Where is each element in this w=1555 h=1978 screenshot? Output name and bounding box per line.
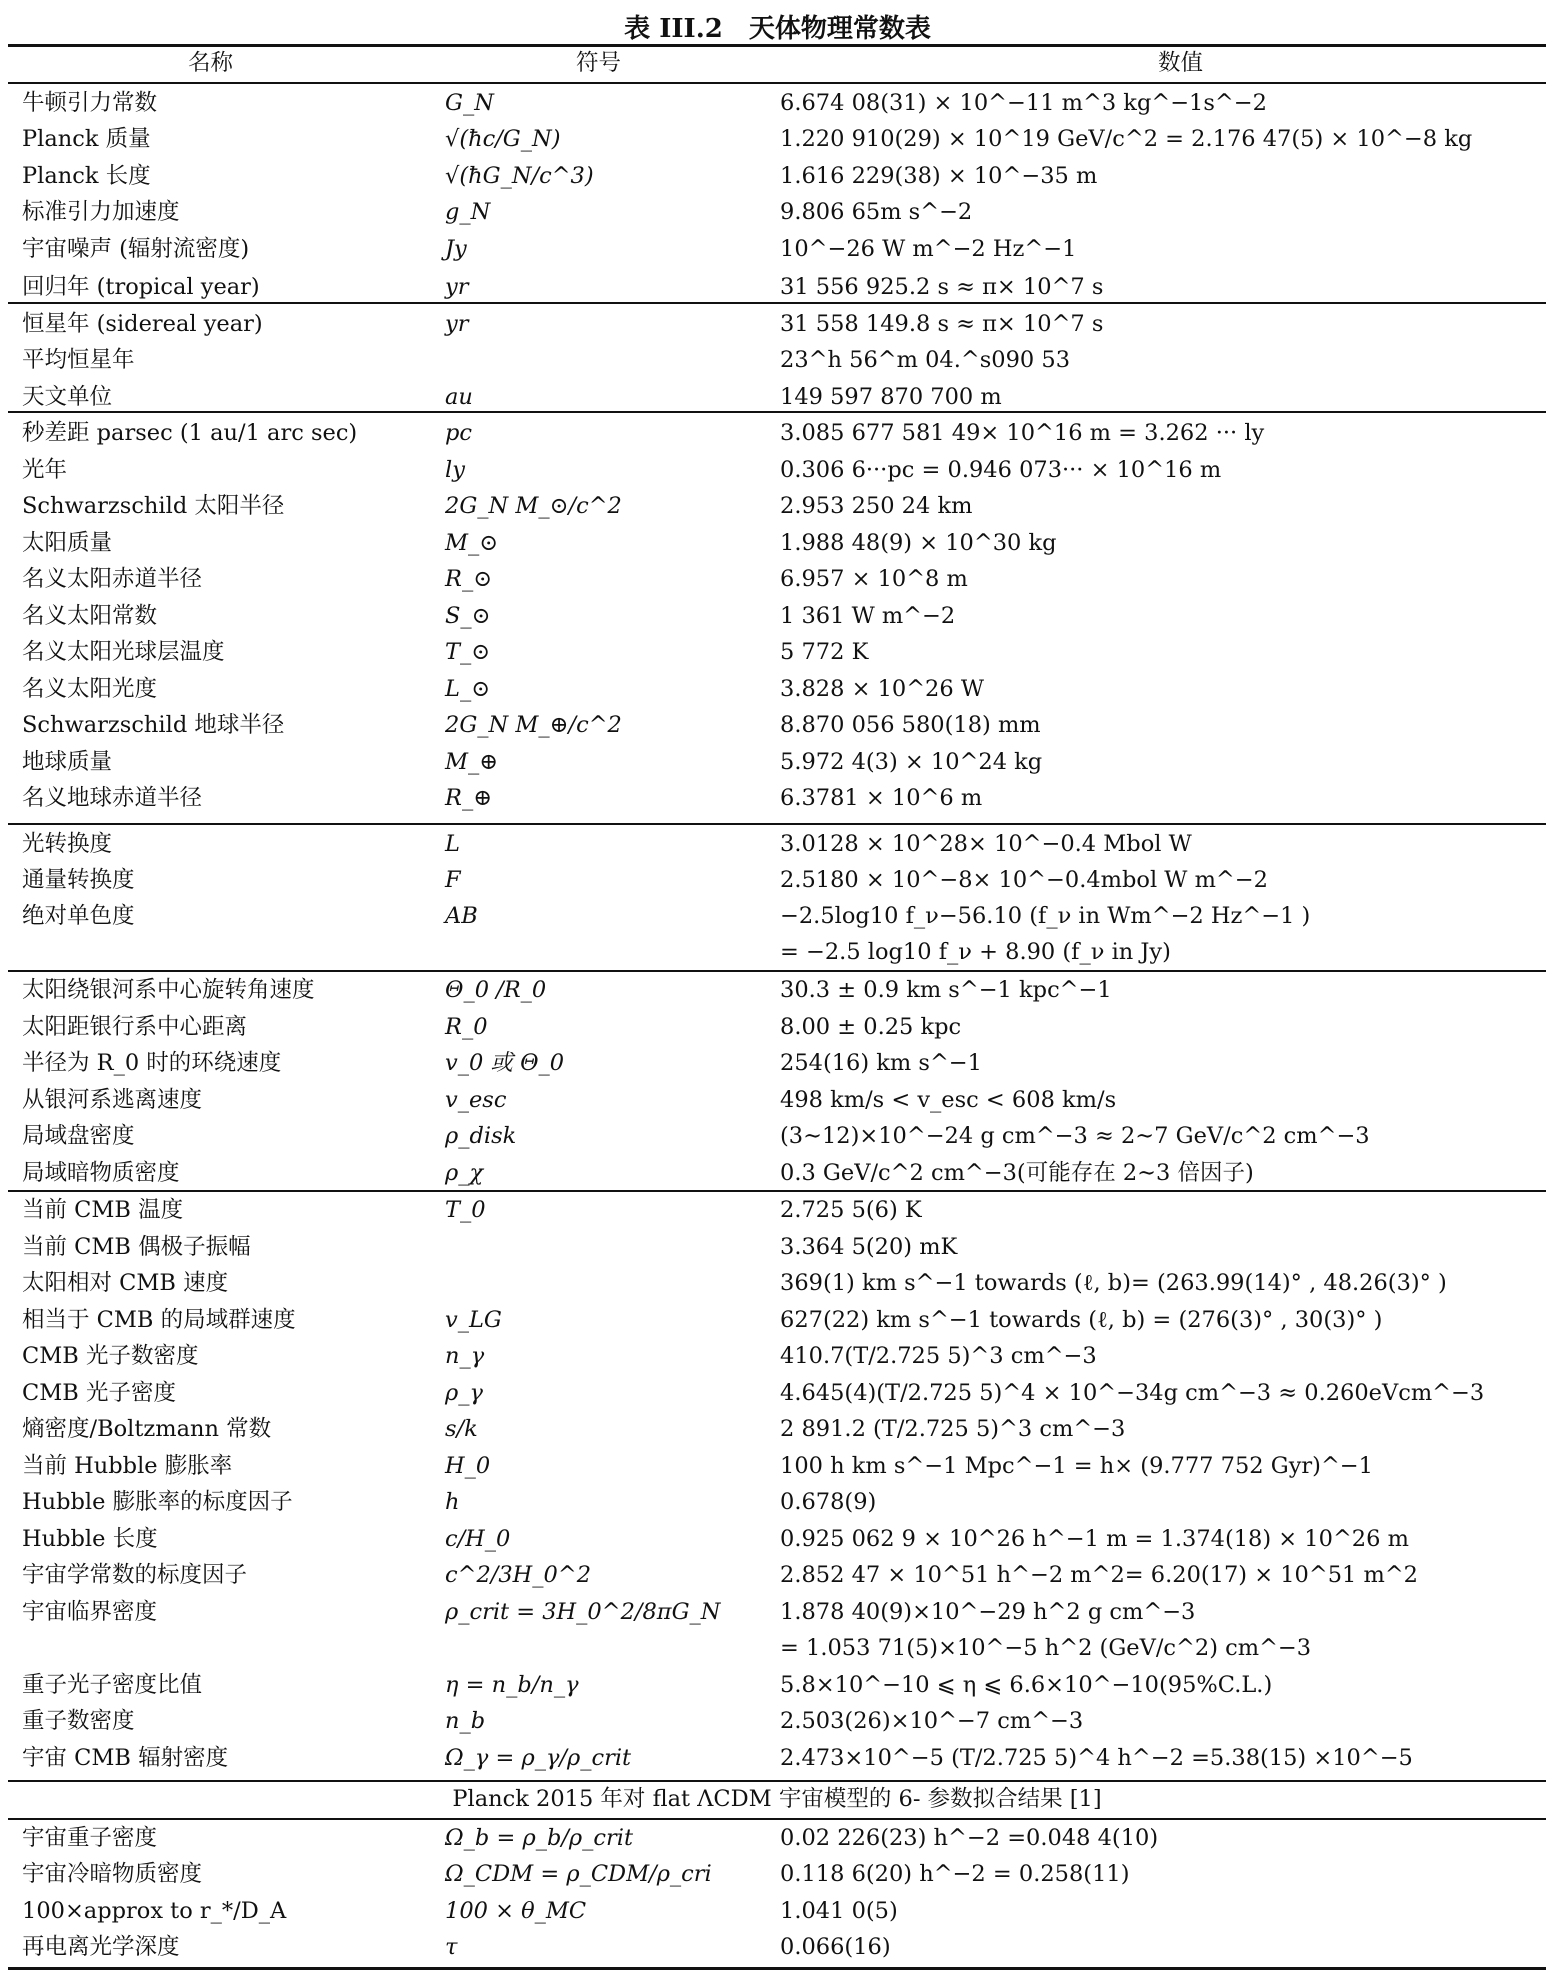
constant-symbol: H_0 xyxy=(445,1453,491,1479)
table-row xyxy=(8,862,1546,899)
section-rule xyxy=(8,411,1546,413)
constant-value: 100 h km s^−1 Mpc^−1 = h× (9.777 752 Gyr)^−1 xyxy=(780,1453,1373,1479)
table-row xyxy=(8,1411,1546,1448)
constant-name: 秒差距 parsec (1 au/1 arc sec) xyxy=(22,420,358,446)
constant-symbol: ρ_crit = 3H_0^2/8πG_N xyxy=(445,1599,721,1625)
constant-value: 8.870 056 580(18) mm xyxy=(780,712,1041,738)
table-row xyxy=(8,306,1546,343)
constant-name: 100×approx to r_*/D_A xyxy=(22,1898,287,1924)
constant-name: 从银河系逃离速度 xyxy=(22,1087,203,1113)
table-row xyxy=(8,1302,1546,1339)
table-row xyxy=(8,826,1546,863)
constant-name: 当前 Hubble 膨胀率 xyxy=(22,1453,233,1479)
constant-value: 10^−26 W m^−2 Hz^−1 xyxy=(780,236,1077,262)
constant-symbol: n_b xyxy=(445,1708,486,1734)
table-row xyxy=(8,744,1546,781)
constant-value: 1.616 229(38) × 10^−35 m xyxy=(780,163,1098,189)
table-row xyxy=(8,1009,1546,1046)
constant-symbol: 2G_N M_⊕/c^2 xyxy=(445,712,622,738)
constant-value: 3.828 × 10^26 W xyxy=(780,676,984,702)
table-row xyxy=(8,561,1546,598)
constant-symbol: v_esc xyxy=(445,1087,507,1113)
constant-symbol: yr xyxy=(445,274,469,300)
table-row xyxy=(8,1557,1546,1594)
constant-value: −2.5log10 f_ν−56.10 (f_ν in Wm^−2 Hz^−1 ) xyxy=(780,903,1311,929)
constant-symbol: h xyxy=(445,1489,460,1515)
table-row xyxy=(8,598,1546,635)
constant-name: 重子光子密度比值 xyxy=(22,1672,203,1698)
constant-value: 1.220 910(29) × 10^19 GeV/c^2 = 2.176 47(5) × 10^−8 kg xyxy=(780,126,1473,152)
table-row xyxy=(8,1448,1546,1485)
constant-value: 3.085 677 581 49× 10^16 m = 3.262 ··· ly xyxy=(780,420,1265,446)
constant-symbol: Jy xyxy=(445,236,467,262)
constant-value: 0.118 6(20) h^−2 = 0.258(11) xyxy=(780,1861,1130,1887)
constant-name: 名义太阳常数 xyxy=(22,603,158,629)
table-row xyxy=(8,1338,1546,1375)
table-title: 表 III.2 天体物理常数表 xyxy=(624,14,931,44)
constant-symbol: R_⊕ xyxy=(445,785,493,811)
constant-name: Schwarzschild 太阳半径 xyxy=(22,493,285,519)
constant-symbol: T_⊙ xyxy=(445,639,491,665)
constant-name: 太阳绕银河系中心旋转角速度 xyxy=(22,977,315,1003)
constant-name: Hubble 长度 xyxy=(22,1526,158,1552)
constant-symbol: Ω_γ = ρ_γ/ρ_crit xyxy=(445,1745,632,1771)
constant-value: 5.972 4(3) × 10^24 kg xyxy=(780,749,1043,775)
constant-name: Schwarzschild 地球半径 xyxy=(22,712,285,738)
constant-value: 0.3 GeV/c^2 cm^−3(可能存在 2∼3 倍因子) xyxy=(780,1160,1254,1186)
constant-symbol: n_γ xyxy=(445,1343,485,1369)
constant-value: 0.925 062 9 × 10^26 h^−1 m = 1.374(18) × 10^26 m xyxy=(780,1526,1409,1552)
constant-value: 6.674 08(31) × 10^−11 m^3 kg^−1s^−2 xyxy=(780,90,1267,116)
table-row xyxy=(8,1484,1546,1521)
constant-value: 6.3781 × 10^6 m xyxy=(780,785,983,811)
header-symbol: 符号 xyxy=(576,50,622,76)
table-row xyxy=(8,1820,1546,1857)
constant-name: CMB 光子数密度 xyxy=(22,1343,199,1369)
constant-value: 4.645(4)(T/2.725 5)^4 × 10^−34g cm^−3 ≈ 0.260eVcm^−3 xyxy=(780,1380,1485,1406)
constant-symbol: yr xyxy=(445,311,469,337)
table-row xyxy=(8,634,1546,671)
table-row xyxy=(8,1155,1546,1192)
constant-name: 天文单位 xyxy=(22,384,113,410)
constant-value: 31 556 925.2 s ≈ π× 10^7 s xyxy=(780,274,1104,300)
table-row xyxy=(8,1703,1546,1740)
constant-symbol: v_LG xyxy=(445,1307,502,1333)
constant-name: 当前 CMB 温度 xyxy=(22,1197,184,1223)
table-row xyxy=(8,1893,1546,1930)
constant-symbol: Ω_b = ρ_b/ρ_crit xyxy=(445,1825,633,1851)
table-row xyxy=(8,1082,1546,1119)
constant-name: 回归年 (tropical year) xyxy=(22,274,260,300)
constant-name: 牛顿引力常数 xyxy=(22,90,158,116)
constant-symbol: √(ħc/G_N) xyxy=(445,126,561,152)
constant-symbol: 100 × θ_MC xyxy=(445,1898,587,1924)
constant-name: 相当于 CMB 的局域群速度 xyxy=(22,1307,296,1333)
constant-name: 标准引力加速度 xyxy=(22,199,180,225)
constant-value: 369(1) km s^−1 towards (ℓ, b)= (263.99(14)° , 48.26(3)° ) xyxy=(780,1270,1447,1296)
constant-symbol: R_⊙ xyxy=(445,566,493,592)
constant-symbol: M_⊙ xyxy=(445,530,499,556)
constant-symbol: τ xyxy=(445,1934,458,1960)
table-row xyxy=(8,488,1546,525)
constant-symbol: T_0 xyxy=(445,1197,486,1223)
constant-symbol: s/k xyxy=(445,1416,478,1442)
table-row xyxy=(8,85,1546,122)
table-row xyxy=(8,1375,1546,1412)
constant-value: 0.066(16) xyxy=(780,1934,891,1960)
constant-name: 平均恒星年 xyxy=(22,347,135,373)
constant-value: 2.725 5(6) K xyxy=(780,1197,922,1223)
constant-symbol: ly xyxy=(445,457,465,483)
table-row xyxy=(8,1929,1546,1966)
table-row xyxy=(8,1630,1546,1667)
constant-name: 名义太阳光球层温度 xyxy=(22,639,225,665)
table-row xyxy=(8,525,1546,562)
constant-name: 太阳距银行系中心距离 xyxy=(22,1014,248,1040)
constant-name: 名义地球赤道半径 xyxy=(22,785,203,811)
table-row xyxy=(8,452,1546,489)
constant-name: Planck 质量 xyxy=(22,126,151,152)
constant-name: 宇宙重子密度 xyxy=(22,1825,158,1851)
constant-symbol: c^2/3H_0^2 xyxy=(445,1562,592,1588)
constant-name: 太阳相对 CMB 速度 xyxy=(22,1270,229,1296)
constant-name: 通量转换度 xyxy=(22,867,135,893)
table-row xyxy=(8,415,1546,452)
constant-name: Planck 长度 xyxy=(22,163,151,189)
constant-symbol: ρ_χ xyxy=(445,1160,484,1186)
constant-name: 光年 xyxy=(22,457,68,483)
constant-symbol: L xyxy=(445,831,460,857)
table-row xyxy=(8,1265,1546,1302)
constant-value: 2.5180 × 10^−8× 10^−0.4mbol W m^−2 xyxy=(780,867,1268,893)
section-rule xyxy=(8,823,1546,825)
constant-name: 恒星年 (sidereal year) xyxy=(22,311,263,337)
header-rule xyxy=(8,82,1546,84)
table-row xyxy=(8,1045,1546,1082)
constant-name: 再电离光学深度 xyxy=(22,1934,180,1960)
table-row xyxy=(8,671,1546,708)
constant-value: 3.364 5(20) mK xyxy=(780,1234,958,1260)
constant-name: 宇宙冷暗物质密度 xyxy=(22,1861,203,1887)
constant-symbol: L_⊙ xyxy=(445,676,491,702)
constant-value: 9.806 65m s^−2 xyxy=(780,199,973,225)
header-name: 名称 xyxy=(188,50,234,76)
section-rule xyxy=(8,1818,1546,1820)
table-row xyxy=(8,194,1546,231)
constant-value: 5.8×10^−10 ⩽ η ⩽ 6.6×10^−10(95%C.L.) xyxy=(780,1672,1273,1698)
constant-name: 宇宙噪声 (辐射流密度) xyxy=(22,236,250,262)
section-rule xyxy=(8,970,1546,972)
constant-name: 名义太阳赤道半径 xyxy=(22,566,203,592)
constant-name: 半径为 R_0 时的环绕速度 xyxy=(22,1050,282,1076)
table-row xyxy=(8,780,1546,817)
section-rule xyxy=(8,1190,1546,1192)
header-row xyxy=(8,45,1546,82)
constant-name: 宇宙学常数的标度因子 xyxy=(22,1562,248,1588)
table-row xyxy=(8,1118,1546,1155)
constant-name: 局域盘密度 xyxy=(22,1123,135,1149)
constant-symbol: ρ_γ xyxy=(445,1380,483,1406)
constant-value: 0.678(9) xyxy=(780,1489,877,1515)
constant-value: 627(22) km s^−1 towards (ℓ, b) = (276(3)° , 30(3)° ) xyxy=(780,1307,1383,1333)
constant-name: 当前 CMB 偶极子振幅 xyxy=(22,1234,251,1260)
constant-name: CMB 光子密度 xyxy=(22,1380,176,1406)
constant-value: 0.306 6···pc = 0.946 073··· × 10^16 m xyxy=(780,457,1222,483)
constant-name: 地球质量 xyxy=(22,749,113,775)
constant-value: 0.02 226(23) h^−2 =0.048 4(10) xyxy=(780,1825,1159,1851)
constant-symbol: g_N xyxy=(445,199,491,225)
constant-value: 8.00 ± 0.25 kpc xyxy=(780,1014,962,1040)
table-row xyxy=(8,972,1546,1009)
constant-value: 254(16) km s^−1 xyxy=(780,1050,982,1076)
constant-value: 410.7(T/2.725 5)^3 cm^−3 xyxy=(780,1343,1097,1369)
table-row xyxy=(8,707,1546,744)
table-row xyxy=(8,1667,1546,1704)
constant-value: 31 558 149.8 s ≈ π× 10^7 s xyxy=(780,311,1104,337)
constant-name: 光转换度 xyxy=(22,831,113,857)
constant-symbol: G_N xyxy=(445,90,494,116)
constant-name: 宇宙 CMB 辐射密度 xyxy=(22,1745,229,1771)
constant-value: 1 361 W m^−2 xyxy=(780,603,956,629)
constant-value: = 1.053 71(5)×10^−5 h^2 (GeV/c^2) cm^−3 xyxy=(780,1635,1312,1661)
section-rule xyxy=(8,302,1546,304)
constant-value: = −2.5 log10 f_ν + 8.90 (f_ν in Jy) xyxy=(780,939,1171,965)
constant-symbol: √(ħG_N/c^3) xyxy=(445,163,594,189)
constant-name: 熵密度/Boltzmann 常数 xyxy=(22,1416,272,1442)
constant-value: 2.473×10^−5 (T/2.725 5)^4 h^−2 =5.38(15) ×10^−5 xyxy=(780,1745,1413,1771)
table-row xyxy=(8,121,1546,158)
constant-value: 498 km/s < v_esc < 608 km/s xyxy=(780,1087,1117,1113)
table-row xyxy=(8,1521,1546,1558)
table-row xyxy=(8,934,1546,971)
constant-name: 重子数密度 xyxy=(22,1708,135,1734)
table-row xyxy=(8,269,1546,306)
constant-value: 30.3 ± 0.9 km s^−1 kpc^−1 xyxy=(780,977,1112,1003)
constant-value: 2.852 47 × 10^51 h^−2 m^2= 6.20(17) × 10^51 m^2 xyxy=(780,1562,1418,1588)
table-row xyxy=(8,1740,1546,1777)
constant-value: 149 597 870 700 m xyxy=(780,384,1002,410)
constant-name: 局域暗物质密度 xyxy=(22,1160,180,1186)
constant-symbol: S_⊙ xyxy=(445,603,491,629)
table-row xyxy=(8,231,1546,268)
table-row xyxy=(8,1229,1546,1266)
constant-name: 宇宙临界密度 xyxy=(22,1599,158,1625)
bottom-rule xyxy=(8,1967,1546,1970)
table-row xyxy=(8,1594,1546,1631)
table-row xyxy=(8,158,1546,195)
constant-symbol: c/H_0 xyxy=(445,1526,511,1552)
constant-value: 5 772 K xyxy=(780,639,869,665)
constant-name: 太阳质量 xyxy=(22,530,113,556)
constant-value: 1.988 48(9) × 10^30 kg xyxy=(780,530,1057,556)
constant-symbol: v_0 或 Θ_0 xyxy=(445,1050,565,1076)
constant-value: 2 891.2 (T/2.725 5)^3 cm^−3 xyxy=(780,1416,1126,1442)
constant-value: 1.878 40(9)×10^−29 h^2 g cm^−3 xyxy=(780,1599,1196,1625)
constant-symbol: Θ_0 /R_0 xyxy=(445,977,547,1003)
planck-heading: Planck 2015 年对 flat ΛCDM 宇宙模型的 6- 参数拟合结果 [1] xyxy=(452,1786,1102,1812)
constant-value: 23^h 56^m 04.^s090 53 xyxy=(780,347,1071,373)
constant-value: 2.953 250 24 km xyxy=(780,493,973,519)
constant-symbol: M_⊕ xyxy=(445,749,499,775)
constant-name: Hubble 膨胀率的标度因子 xyxy=(22,1489,293,1515)
constant-value: 1.041 0(5) xyxy=(780,1898,898,1924)
table-row xyxy=(8,342,1546,379)
table-row xyxy=(8,898,1546,935)
constant-symbol: pc xyxy=(445,420,473,446)
constant-symbol: Ω_CDM = ρ_CDM/ρ_cri xyxy=(445,1861,712,1887)
constant-symbol: ρ_disk xyxy=(445,1123,517,1149)
constant-symbol: R_0 xyxy=(445,1014,488,1040)
table-row xyxy=(8,1856,1546,1893)
constant-symbol: 2G_N M_⊙/c^2 xyxy=(445,493,622,519)
constant-value: 2.503(26)×10^−7 cm^−3 xyxy=(780,1708,1084,1734)
constant-symbol: au xyxy=(445,384,473,410)
table-row xyxy=(8,1192,1546,1229)
header-value: 数值 xyxy=(1158,50,1204,76)
constant-symbol: AB xyxy=(445,903,478,929)
constant-symbol: η = n_b/n_γ xyxy=(445,1672,579,1698)
constant-name: 绝对单色度 xyxy=(22,903,135,929)
constant-symbol: F xyxy=(445,867,461,893)
constant-value: (3∼12)×10^−24 g cm^−3 ≈ 2∼7 GeV/c^2 cm^−3 xyxy=(780,1123,1370,1149)
constant-value: 6.957 × 10^8 m xyxy=(780,566,968,592)
constant-value: 3.0128 × 10^28× 10^−0.4 Mbol W xyxy=(780,831,1192,857)
constant-name: 名义太阳光度 xyxy=(22,676,158,702)
